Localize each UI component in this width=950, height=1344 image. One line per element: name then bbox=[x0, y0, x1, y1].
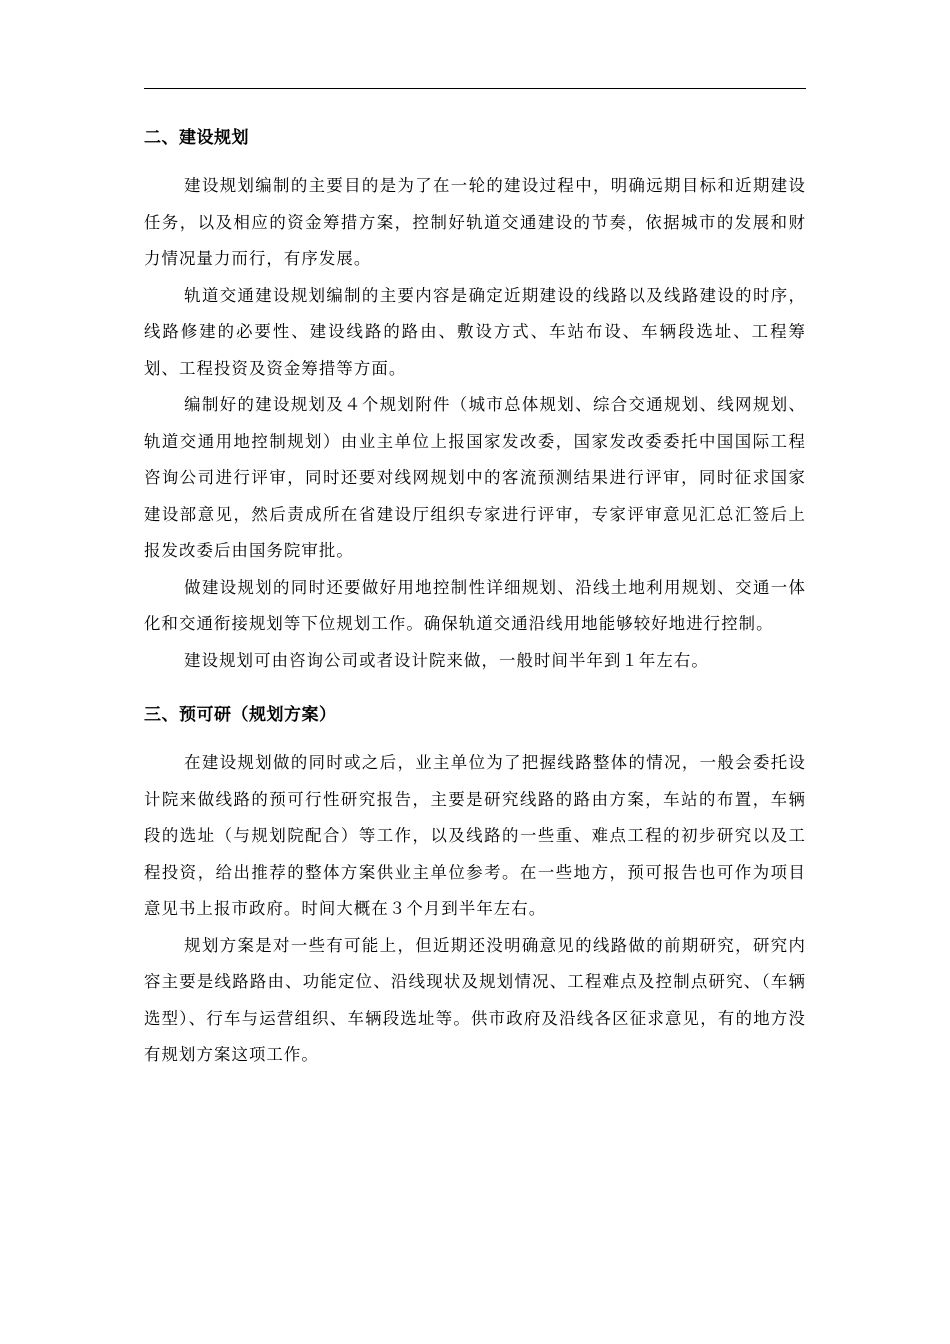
paragraph: 做建设规划的同时还要做好用地控制性详细规划、沿线土地利用规划、交通一体化和交通衔接规划等下位规划工作。确保轨道交通沿线用地能够较好地进行控制。 bbox=[144, 577, 806, 633]
paragraph: 建设规划编制的主要目的是为了在一轮的建设过程中，明确远期目标和近期建设任务，以及相应的资金筹措方案，控制好轨道交通建设的节奏，依据城市的发展和财力情况量力而行，有序发展。 bbox=[144, 176, 806, 268]
paragraph: 编制好的建设规划及４个规划附件（城市总体规划、综合交通规划、线网规划、轨道交通用地控制规划）由业主单位上报国家发改委，国家发改委委托中国国际工程咨询公司进行评审，同时还要对线网规划中的客流预测结果进行评审，同时征求国家建设部意见，然后责成所在省建设厅组织专家进行评审，专家评审意见汇总汇签后上报发改委后由国务院审批。 bbox=[144, 395, 806, 560]
section-heading-pre-feasibility: 三、预可研（规划方案） bbox=[144, 705, 337, 725]
header-rule bbox=[144, 88, 806, 89]
section-heading-construction-plan: 二、建设规划 bbox=[144, 128, 249, 148]
document-body bbox=[144, 120, 806, 1074]
paragraph: 规划方案是对一些有可能上，但近期还没明确意见的线路做的前期研究，研究内容主要是线路路由、功能定位、沿线现状及规划情况、工程难点及控制点研究、（车辆选型）、行车与运营组织、车辆段选址等。供市政府及沿线各区征求意见，有的地方没有规划方案这项工作。 bbox=[144, 935, 806, 1064]
paragraph: 在建设规划做的同时或之后，业主单位为了把握线路整体的情况，一般会委托设计院来做线路的预可行性研究报告，主要是研究线路的路由方案，车站的布置，车辆段的选址（与规划院配合）等工作，以及线路的一些重、难点工程的初步研究以及工程投资，给出推荐的整体方案供业主单位参考。在一些地方，预可报告也可作为项目意见书上报市政府。时间大概在３个月到半年左右。 bbox=[144, 753, 806, 918]
paragraph: 建设规划可由咨询公司或者设计院来做，一般时间半年到１年左右。 bbox=[184, 650, 709, 670]
paragraph: 轨道交通建设规划编制的主要内容是确定近期建设的线路以及线路建设的时序，线路修建的必要性、建设线路的路由、敷设方式、车站布设、车辆段选址、工程筹划、工程投资及资金筹措等方面。 bbox=[144, 285, 806, 378]
